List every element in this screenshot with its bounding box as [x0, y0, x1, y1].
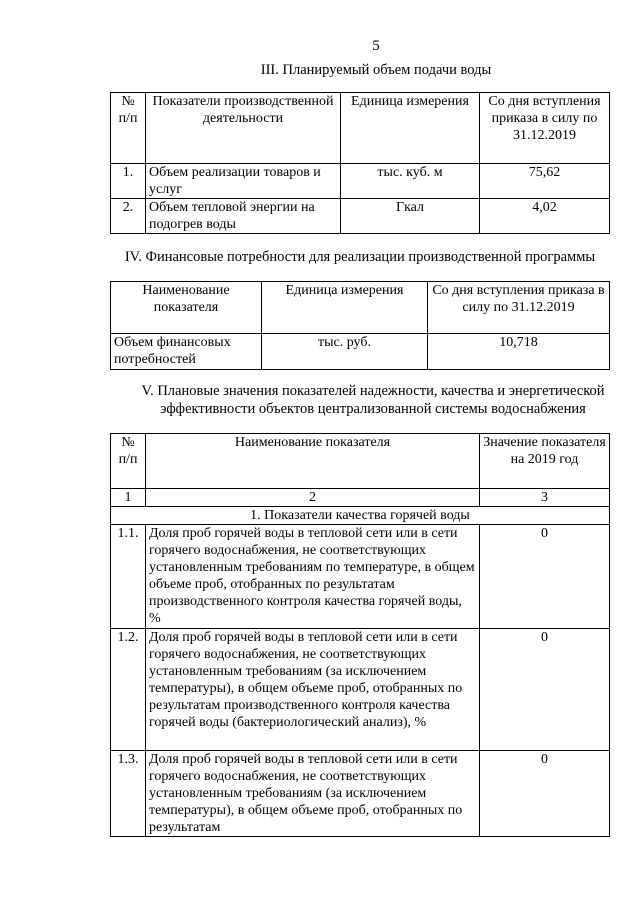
page-number: 5	[372, 38, 380, 54]
column-number-row	[111, 489, 610, 507]
indicator-name: Доля проб горячей воды в тепловой сети или в сети горячего водоснабжения, не соответствующих установленным требованиям по температуре, в общем объеме проб, отобранных по результатам производственного контроля качества горячей воды, %	[146, 525, 480, 629]
section3-table	[110, 92, 610, 234]
row-number: 1.2.	[111, 629, 146, 751]
table-header-row	[111, 93, 610, 164]
row-number: 1.3.	[111, 751, 146, 837]
section5-title-line1: V. Плановые значения показателей надежности, качества и энергетической	[141, 383, 605, 399]
value-cell: 4,02	[480, 199, 610, 234]
indicator-name: Объем тепловой энергии на подогрев воды	[146, 199, 341, 234]
value-cell: 10,718	[428, 334, 610, 370]
table-row	[111, 164, 610, 199]
value-cell: 0	[480, 629, 610, 751]
section3-title: III. Планируемый объем подачи воды	[260, 62, 492, 78]
table-row	[111, 751, 610, 837]
section5-table	[110, 433, 610, 837]
group-title: 1. Показатели качества горячей воды	[111, 507, 610, 525]
group-row	[111, 507, 610, 525]
table-row	[111, 334, 610, 370]
header-cell: Единица измерения	[341, 93, 480, 164]
column-number: 1	[111, 489, 146, 507]
row-number: 2.	[111, 199, 146, 234]
row-number: 1.1.	[111, 525, 146, 629]
table-header-row	[111, 282, 610, 334]
unit-cell: Гкал	[341, 199, 480, 234]
indicator-name: Доля проб горячей воды в тепловой сети или в сети горячего водоснабжения, не соответствующих установленным требованиям (за исключением температуры), в общем объеме проб, отобранных по результатам	[146, 751, 480, 837]
table-row	[111, 199, 610, 234]
column-number: 2	[146, 489, 480, 507]
header-cell: Наименование показателя	[146, 434, 480, 489]
header-cell: Со дня вступления приказа в силу по 31.12.2019	[480, 93, 610, 164]
indicator-name: Доля проб горячей воды в тепловой сети или в сети горячего водоснабжения, не соответствующих установленным требованиям (за исключением температуры), в общем объеме проб, отобранных по результатам производственного контроля качества горячей воды (бактериологический анализ), %	[146, 629, 480, 751]
value-cell: 0	[480, 525, 610, 629]
section4-table	[110, 281, 610, 370]
header-cell: Со дня вступления приказа в силу по 31.12.2019	[428, 282, 610, 334]
header-cell: № п/п	[111, 434, 146, 489]
column-number: 3	[480, 489, 610, 507]
indicator-name: Объем реализации товаров и услуг	[146, 164, 341, 199]
table-row	[111, 525, 610, 629]
value-cell: 75,62	[480, 164, 610, 199]
indicator-name: Объем финансовых потребностей	[111, 334, 262, 370]
header-cell: Наименование показателя	[111, 282, 262, 334]
unit-cell: тыс. руб.	[262, 334, 428, 370]
unit-cell: тыс. куб. м	[341, 164, 480, 199]
value-cell: 0	[480, 751, 610, 837]
row-number: 1.	[111, 164, 146, 199]
section4-title: IV. Финансовые потребности для реализации производственной программы	[124, 249, 596, 265]
header-cell: Единица измерения	[262, 282, 428, 334]
table-row	[111, 629, 610, 751]
header-cell: Значение показателя на 2019 год	[480, 434, 610, 489]
header-cell: № п/п	[111, 93, 146, 164]
table-header-row	[111, 434, 610, 489]
header-cell: Показатели производственной деятельности	[146, 93, 341, 164]
section5-title-line2: эффективности объектов централизованной системы водоснабжения	[160, 401, 586, 417]
